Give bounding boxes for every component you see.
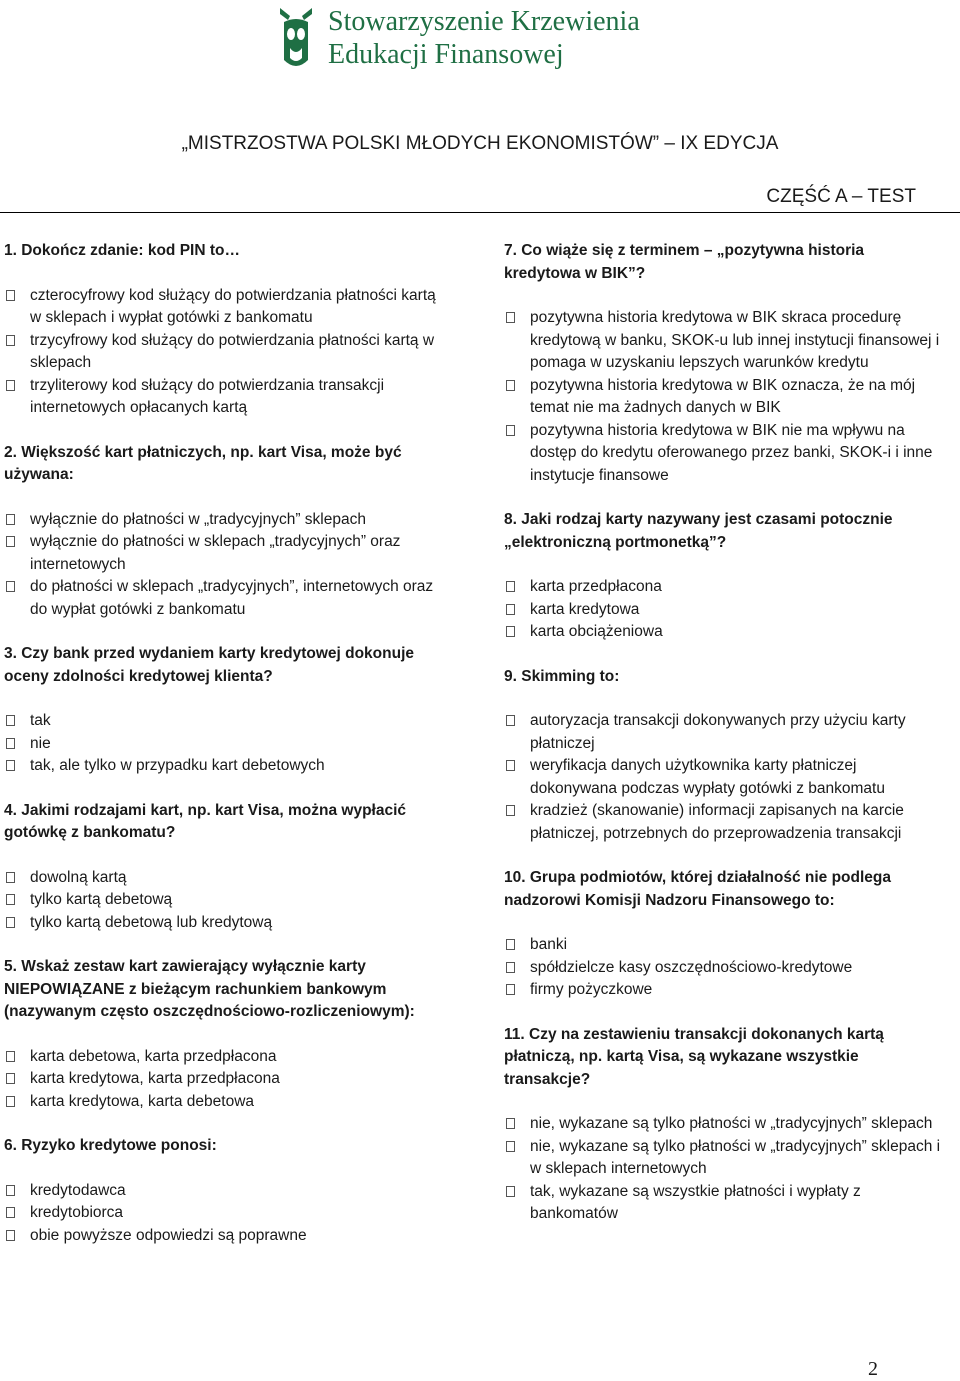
answer-option-label: do płatności w sklepach „tradycyjnych”, internetowych oraz do wypłat gotówki z bankomatu xyxy=(30,578,434,618)
answer-option-label: kredytobiorca xyxy=(30,1204,124,1221)
answer-options xyxy=(4,509,448,622)
checkbox-icon[interactable] xyxy=(506,962,515,973)
answer-option-label: karta kredytowa, karta debetowa xyxy=(30,1092,255,1110)
answer-option-label: karta kredytowa xyxy=(530,600,640,618)
section-title: CZĘŚĆ A – TEST xyxy=(766,186,916,207)
answer-option[interactable] xyxy=(4,375,448,420)
checkbox-icon[interactable] xyxy=(6,514,15,525)
answer-option[interactable] xyxy=(4,330,448,375)
answer-option-label: dowolną kartą xyxy=(30,868,127,886)
answer-option-label: karta debetowa, karta przedpłacona xyxy=(30,1047,277,1065)
answer-option-label: tak xyxy=(30,712,51,729)
answer-option-label: karta przedpłacona xyxy=(530,578,662,595)
organization-logo xyxy=(278,6,314,72)
answer-option[interactable] xyxy=(504,375,944,420)
answer-option-label: tylko kartą debetową xyxy=(30,891,173,908)
checkbox-icon[interactable] xyxy=(506,380,515,391)
checkbox-icon[interactable] xyxy=(506,312,515,323)
answer-option[interactable] xyxy=(504,621,944,644)
checkbox-icon[interactable] xyxy=(506,805,515,816)
answer-option-label: wyłącznie do płatności w sklepach „tradycyjnych” oraz internetowych xyxy=(30,533,401,573)
checkbox-icon[interactable] xyxy=(506,760,515,771)
answer-option[interactable] xyxy=(4,285,448,330)
answer-option-label: nie xyxy=(30,734,51,752)
answer-option-label: tak, ale tylko w przypadku kart debetowych xyxy=(30,757,325,774)
answer-option[interactable] xyxy=(4,531,448,576)
answer-option-label: pozytywna historia kredytowa w BIK skraca procedurę kredytową w banku, SKOK-u lub innej instytucji finansowej i pomaga w uzyskaniu lepszych warunków kredytu xyxy=(530,309,940,371)
answer-option-label: autoryzacja transakcji dokonywanych przy użyciu karty płatniczej xyxy=(530,712,906,752)
checkbox-icon[interactable] xyxy=(6,536,15,547)
answer-option[interactable] xyxy=(4,755,448,778)
answer-options xyxy=(504,307,944,487)
answer-option[interactable] xyxy=(504,934,944,957)
answer-options xyxy=(4,710,448,778)
question-right-3: 9. Skimming to: xyxy=(504,667,620,685)
question-right-5: 11. Czy na zestawieniu transakcji dokonanych kartą płatniczą, np. kartą Visa, są wykazane wszystkie transakcje? xyxy=(504,1025,884,1088)
checkbox-icon[interactable] xyxy=(6,1073,15,1084)
checkbox-icon[interactable] xyxy=(506,1118,515,1129)
answer-option[interactable] xyxy=(4,1180,448,1203)
page-title: „MISTRZOSTWA POLSKI MŁODYCH EKONOMISTÓW” – IX EDYCJA xyxy=(181,133,779,154)
answer-option-label: tylko kartą debetową lub kredytową xyxy=(30,913,273,931)
answer-option-label: wyłącznie do płatności w „tradycyjnych” sklepach xyxy=(30,510,366,528)
answer-option-label: kradzież (skanowanie) informacji zapisanych na karcie płatniczej, potrzebnych do przeprowadzenia transakcji xyxy=(530,802,904,842)
answer-option-label: pozytywna historia kredytowa w BIK nie ma wpływu na dostęp do kredytu oferowanego przez banki, SKOK-i i inne instytucje finansowe xyxy=(530,421,933,484)
checkbox-icon[interactable] xyxy=(6,715,15,726)
answer-option[interactable] xyxy=(4,1091,448,1114)
question-left-5: 5. Wskaż zestaw kart zawierający wyłącznie karty NIEPOWIĄZANE z bieżącym rachunkiem bankowym (nazywanym często oszczędnościowo-rozliczeniowym): xyxy=(4,958,415,1020)
checkbox-icon[interactable] xyxy=(6,1207,15,1218)
answer-option[interactable] xyxy=(4,1046,448,1069)
checkbox-icon[interactable] xyxy=(506,604,515,615)
answer-option[interactable] xyxy=(504,599,944,622)
answer-option-label: banki xyxy=(530,936,568,953)
answer-option-label: tak, wykazane są wszystkie płatności i wypłaty z bankomatów xyxy=(530,1182,861,1222)
answer-option[interactable] xyxy=(4,1202,448,1225)
organization-name xyxy=(328,5,640,71)
question-left-3: 3. Czy bank przed wydaniem karty kredytowej dokonuje oceny zdolności kredytowej klienta? xyxy=(4,645,415,685)
answer-option[interactable] xyxy=(4,889,448,912)
checkbox-icon[interactable] xyxy=(6,380,15,391)
answer-option[interactable] xyxy=(504,957,944,980)
answer-option[interactable] xyxy=(4,509,448,532)
checkbox-icon[interactable] xyxy=(6,1096,15,1107)
organization-name-line1: Stowarzyszenie Krzewienia xyxy=(328,6,640,37)
right-column xyxy=(504,240,944,1248)
question-left-4: 4. Jakimi rodzajami kart, np. kart Visa, można wypłacić gotówkę z bankomatu? xyxy=(4,801,407,841)
question-right-2: 8. Jaki rodzaj karty nazywany jest czasami potocznie „elektroniczną portmonetką”? xyxy=(504,511,893,551)
checkbox-icon[interactable] xyxy=(506,715,515,726)
checkbox-icon[interactable] xyxy=(506,939,515,950)
divider xyxy=(0,212,960,213)
answer-option[interactable] xyxy=(504,576,944,599)
answer-options xyxy=(504,934,944,1002)
answer-option[interactable] xyxy=(504,1136,944,1181)
answer-option-label: pozytywna historia kredytowa w BIK oznacza, że na mój temat nie ma żadnych danych w BIK xyxy=(530,376,916,416)
answer-option[interactable] xyxy=(504,420,944,488)
page-number: 2 xyxy=(868,1358,878,1380)
checkbox-icon[interactable] xyxy=(6,760,15,771)
answer-options xyxy=(504,710,944,845)
question-left-6: 6. Ryzyko kredytowe ponosi: xyxy=(4,1137,217,1154)
answer-option[interactable] xyxy=(504,755,944,800)
answer-options xyxy=(504,576,944,644)
checkbox-icon[interactable] xyxy=(6,917,15,928)
left-column xyxy=(4,240,448,1269)
answer-options xyxy=(4,285,448,420)
answer-option-label: weryfikacja danych użytkownika karty płatniczej dokonywana podczas wypłaty gotówki z bankomatu xyxy=(530,757,885,797)
checkbox-icon[interactable] xyxy=(6,894,15,905)
answer-option[interactable] xyxy=(504,1181,944,1226)
answer-option-label: karta kredytowa, karta przedpłacona xyxy=(30,1070,280,1087)
answer-option[interactable] xyxy=(504,710,944,755)
answer-option-label: spółdzielcze kasy oszczędnościowo-kredytowe xyxy=(530,958,853,976)
answer-option[interactable] xyxy=(4,1225,448,1248)
answer-option[interactable] xyxy=(4,1068,448,1091)
answer-option[interactable] xyxy=(504,979,944,1002)
question-right-1: 7. Co wiąże się z terminem – „pozytywna historia kredytowa w BIK”? xyxy=(504,242,865,282)
question-right-4: 10. Grupa podmiotów, której działalność nie podlega nadzorowi Komisji Nadzoru Finansowego to: xyxy=(504,869,891,909)
answer-option-label: trzycyfrowy kod służący do potwierdzania płatności kartą w sklepach xyxy=(30,331,435,371)
answer-option-label: karta obciążeniowa xyxy=(530,623,663,640)
answer-option[interactable] xyxy=(4,576,448,621)
answer-option-label: nie, wykazane są tylko płatności w „tradycyjnych” sklepach i w sklepach internetowych xyxy=(530,1137,941,1177)
question-left-2: 2. Większość kart płatniczych, np. kart Visa, może być używana: xyxy=(4,443,402,483)
answer-option-label: czterocyfrowy kod służący do potwierdzania płatności kartą w sklepach i wypłat gotówki z bankomatu xyxy=(30,286,436,326)
checkbox-icon[interactable] xyxy=(6,872,15,883)
answer-option[interactable] xyxy=(4,710,448,733)
checkbox-icon[interactable] xyxy=(506,581,515,592)
checkbox-icon[interactable] xyxy=(6,1230,15,1241)
answer-option[interactable] xyxy=(504,1113,944,1136)
answer-options xyxy=(4,1180,448,1248)
answer-option-label: kredytodawca xyxy=(30,1181,126,1199)
answer-options xyxy=(4,1046,448,1114)
answer-option[interactable] xyxy=(504,800,944,845)
question-left-1: 1. Dokończ zdanie: kod PIN to… xyxy=(4,242,240,259)
answer-option[interactable] xyxy=(4,867,448,890)
checkbox-icon[interactable] xyxy=(506,425,515,436)
checkbox-icon[interactable] xyxy=(6,738,15,749)
answer-option-label: obie powyższe odpowiedzi są poprawne xyxy=(30,1226,307,1244)
answer-options xyxy=(504,1113,944,1226)
checkbox-icon[interactable] xyxy=(506,1186,515,1197)
answer-option[interactable] xyxy=(504,307,944,375)
answer-option[interactable] xyxy=(4,912,448,935)
organization-name-line2: Edukacji Finansowej xyxy=(328,39,564,70)
checkbox-icon[interactable] xyxy=(6,290,15,301)
checkbox-icon[interactable] xyxy=(6,1185,15,1196)
answer-option-label: nie, wykazane są tylko płatności w „tradycyjnych” sklepach xyxy=(530,1115,933,1132)
checkbox-icon[interactable] xyxy=(506,984,515,995)
checkbox-icon[interactable] xyxy=(6,1051,15,1062)
checkbox-icon[interactable] xyxy=(6,581,15,592)
checkbox-icon[interactable] xyxy=(506,626,515,637)
checkbox-icon[interactable] xyxy=(506,1141,515,1152)
answer-options xyxy=(4,867,448,935)
answer-option-label: trzyliterowy kod służący do potwierdzania transakcji internetowych opłacanych kartą xyxy=(30,376,385,416)
checkbox-icon[interactable] xyxy=(6,335,15,346)
answer-option-label: firmy pożyczkowe xyxy=(530,981,653,998)
answer-option[interactable] xyxy=(4,733,448,756)
